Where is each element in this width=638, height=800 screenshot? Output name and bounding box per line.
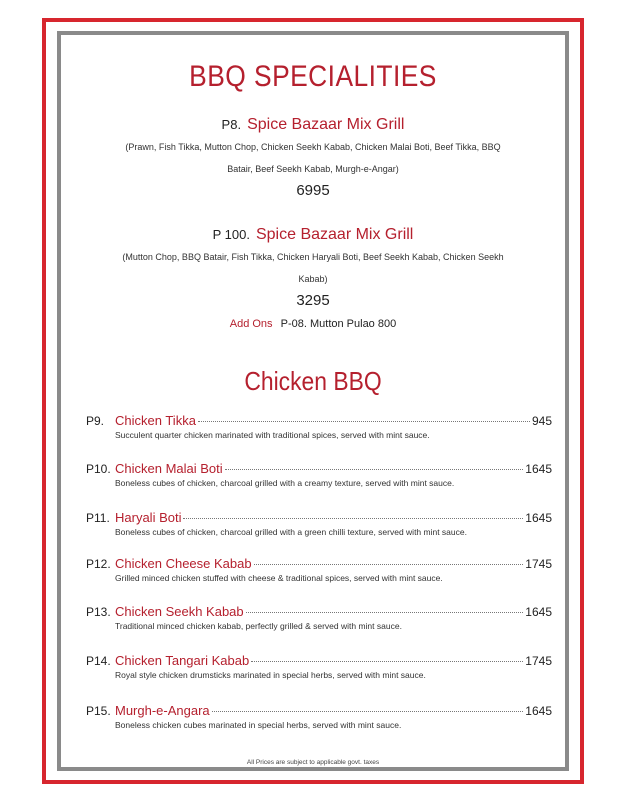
section-title: Chicken BBQ [244,366,382,396]
item-price: 1645 [525,605,552,619]
item-description: Boneless cubes of chicken, charcoal grilled with a creamy texture, served with mint sauce. [115,478,455,488]
item-name: Chicken Tangari Kabab [115,653,250,668]
combo-price: 6995 [296,182,330,199]
menu-item [86,510,552,537]
footer-note [57,759,569,766]
addons-code: P-08. [280,318,307,330]
menu-item [86,556,552,583]
item-description: Boneless cubes of chicken, charcoal grilled with a green chilli texture, served with mint sauce. [115,527,467,537]
item-description: Boneless chicken cubes marinated in special herbs, served with mint sauce. [115,720,402,730]
addons-name: Mutton Pulao [309,318,375,330]
combo-item [57,116,569,199]
item-price: 945 [531,414,552,428]
dot-leader [246,612,524,613]
combo-description: (Mutton Chop, BBQ Batair, Fish Tikka, Chicken Haryali Boti, Beef Seekh Kabab, Chicken Seekh Kabab) [122,252,504,284]
addons-label: Add Ons [229,318,273,330]
item-price: 1645 [525,462,552,476]
combo-code: P 100. [212,227,250,242]
combo-code: P8. [221,117,242,132]
addons-line [57,318,569,330]
footer-text: All Prices are subject to applicable govt. taxes [239,759,387,766]
item-price: 1645 [525,511,552,525]
item-name: Chicken Seekh Kabab [115,604,244,619]
item-code: P12. [86,557,111,571]
dot-leader [251,661,523,662]
dot-leader [183,518,523,519]
item-description: Royal style chicken drumsticks marinated in special herbs, served with mint sauce. [115,670,426,680]
item-code: P13. [86,605,111,619]
combo-name: Spice Bazaar Mix Grill [247,116,405,133]
dot-leader [254,564,524,565]
addons-price: 800 [377,318,397,330]
item-price: 1745 [525,557,552,571]
item-code: P15. [86,704,111,718]
item-price: 1745 [525,654,552,668]
item-name: Haryali Boti [115,510,182,525]
combo-name: Spice Bazaar Mix Grill [255,226,414,243]
menu-item [86,604,552,631]
dot-leader [225,469,524,470]
menu-item [86,413,552,440]
item-name: Murgh-e-Angara [115,703,210,718]
item-code: P11. [86,511,110,525]
item-description: Grilled minced chicken stuffed with cheese & traditional spices, served with mint sauce. [115,573,443,583]
combo-description: (Prawn, Fish Tikka, Mutton Chop, Chicken Seekh Kabab, Chicken Malai Boti, Beef Tikka, BBQ Batair, Beef Seekh Kabab, Murgh-e-Angar) [125,142,501,174]
item-name: Chicken Malai Boti [115,461,223,476]
menu-item [86,703,552,730]
dot-leader [198,421,530,422]
item-name: Chicken Tikka [115,413,196,428]
item-description: Traditional minced chicken kabab, perfectly grilled & served with mint sauce. [115,621,402,631]
combo-price: 3295 [296,292,330,309]
item-code: P9. [86,414,105,428]
item-code: P14. [86,654,111,668]
combo-item [57,226,569,309]
menu-item [86,653,552,680]
item-description: Succulent quarter chicken marinated with traditional spices, served with mint sauce. [115,430,430,440]
item-code: P10. [86,462,111,476]
item-price: 1645 [525,704,552,718]
page-title: BBQ SPECIALITIES [189,60,437,93]
menu-item [86,461,552,488]
dot-leader [212,711,524,712]
item-name: Chicken Cheese Kabab [115,556,252,571]
